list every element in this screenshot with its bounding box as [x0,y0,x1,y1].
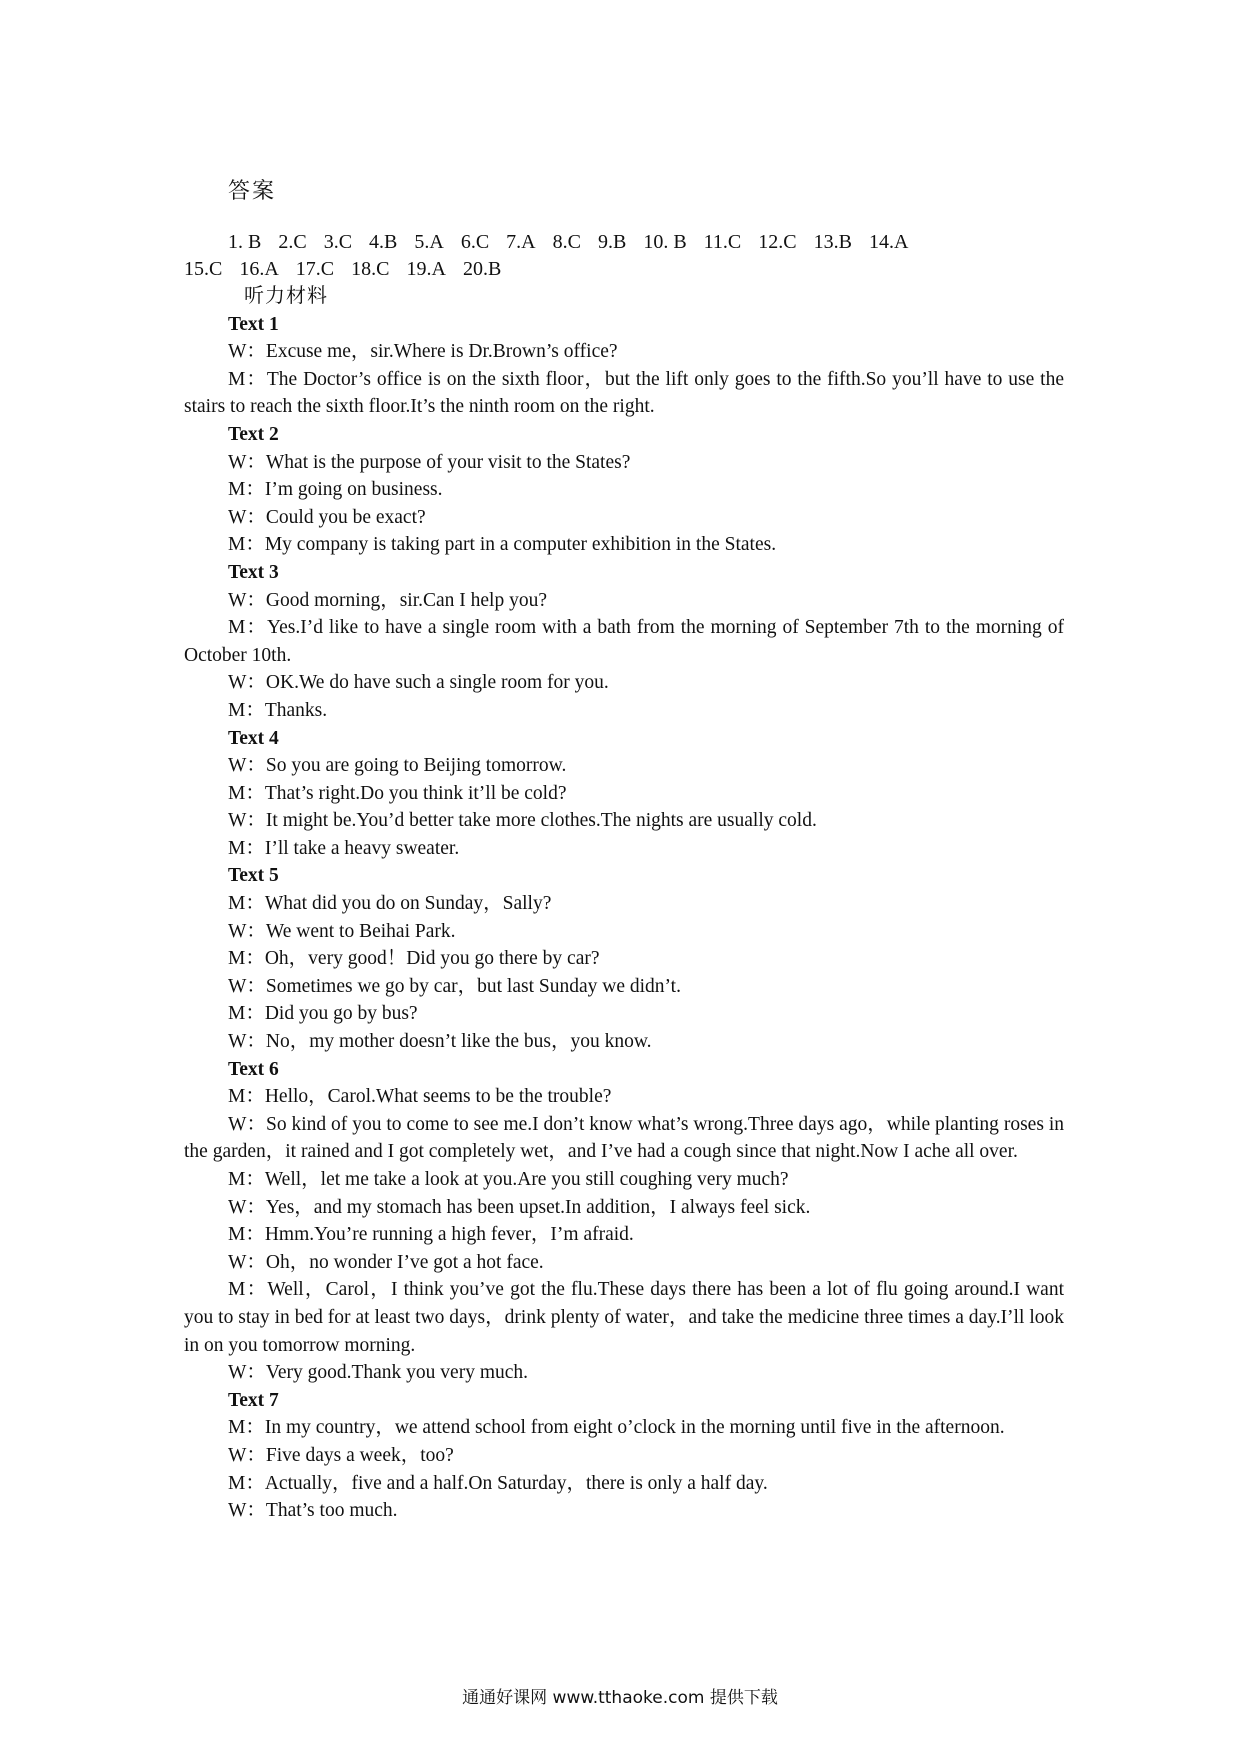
dialogue-line: W：We went to Beihai Park. [228,920,456,942]
text-4-title: Text 4 [228,727,279,749]
answer-item: 12.C [758,231,797,253]
text-1-title: Text 1 [228,313,279,335]
dialogue-line: W：Sometimes we go by car，but last Sunday we didn’t. [228,975,681,997]
dialogue-line: W：It might be.You’d better take more clothes.The nights are usually cold. [228,810,817,832]
answer-item: 5.A [414,231,444,253]
answer-item: 20.B [462,258,502,280]
dialogue-line: M：What did you do on Sunday，Sally? [228,893,552,915]
dialogue-line: W：OK.We do have such a single room for you. [228,672,609,694]
answer-item: 7.A [506,231,536,253]
dialogue-line: M：The Doctor’s office is on the sixth floor，but the lift only goes to the fifth.So you’ll have to use the stairs to reach the sixth floor.It’s the ninth room on the right. [184,368,1064,418]
dialogue-line: M：Oh，very good！Did you go there by car? [228,948,600,970]
dialogue-line: W：So you are going to Beijing tomorrow. [228,755,567,777]
text-5-title: Text 5 [228,865,279,887]
text-7-title: Text 7 [228,1389,279,1411]
answer-item: 4.B [369,231,398,253]
dialogue-line: W：So kind of you to come to see me.I don’t know what’s wrong.Three days ago，while planting roses in the garden，it rained and I got completely wet，and I’ve had a cough since that night.Now I ache all over. [184,1113,1064,1163]
page-footer: 通通好课网 www.tthaoke.com 提供下载 [462,1688,778,1708]
answer-item: 2.C [278,231,307,253]
dialogue-line: W：That’s too much. [228,1500,398,1522]
dialogue-line: W：Oh，no wonder I’ve got a hot face. [228,1251,544,1273]
answer-item: 15.C [184,258,223,280]
dialogue-line: M：That’s right.Do you think it’ll be cold? [228,782,567,804]
dialogue-line: M：Thanks. [228,699,328,721]
answer-item: 19.A [406,258,446,280]
dialogue-line: W：Excuse me，sir.Where is Dr.Brown’s office? [228,341,618,363]
dialogue-line: M：Well，let me take a look at you.Are you still coughing very much? [228,1169,789,1190]
answer-key [184,229,1064,283]
answer-key-row-2 [184,256,1064,283]
dialogue-line: W：No，my mother doesn’t like the bus，you know. [228,1031,652,1053]
dialogue-line: M：My company is taking part in a computer exhibition in the States. [228,534,777,556]
answer-item: 17.C [295,258,335,280]
dialogue-line: W：Good morning，sir.Can I help you? [228,589,547,611]
dialogue-line: M：Hmm.You’re running a high fever，I’m afraid. [228,1224,634,1246]
text-2-title: Text 2 [228,423,279,445]
dialogue-line: M：I’ll take a heavy sweater. [228,837,460,859]
dialogue-line: W：Very good.Thank you very much. [228,1362,529,1384]
answer-item: 13.B [813,231,852,253]
answer-item: 11.C [703,231,742,253]
dialogue-line: M：Yes.I’d like to have a single room with a bath from the morning of September 7th to the morning of October 10th. [184,617,1064,666]
dialogue-line: W：What is the purpose of your visit to the States? [228,451,631,473]
answer-item: 14.A [868,231,909,253]
listening-material-title: 听力材料 [244,285,328,307]
answer-item: 10. B [643,231,687,253]
dialogue-line: W：Five days a week，too? [228,1444,454,1466]
answer-item: 1. B [228,231,262,253]
dialogue-line: M：Actually，five and a half.On Saturday，there is only a half day. [228,1472,768,1494]
dialogue-line: M：Hello，Carol.What seems to be the trouble? [228,1086,612,1108]
answer-item: 3.C [323,231,353,253]
text-3-title: Text 3 [228,561,279,583]
dialogue-line: M：Well，Carol，I think you’ve got the flu.These days there has been a lot of flu going around.I want you to stay in bed for at least two days，drink plenty of water，and take the medicine three times a day.I’ll look in on you tomorrow morning. [184,1279,1064,1356]
answer-item: 16.A [239,258,279,280]
dialogue-line: M：I’m going on business. [228,479,443,501]
dialogue-line: M：Did you go by bus? [228,1003,418,1025]
answer-item: 8.C [552,231,581,253]
text-6-title: Text 6 [228,1058,279,1080]
dialogue-line: M：In my country，we attend school from eight o’clock in the morning until five in the afternoon. [228,1417,1005,1439]
listening-transcript [184,283,1064,1525]
answers-heading: 答案 [228,178,277,203]
answer-item: 18.C [351,258,390,280]
answer-item: 6.C [460,231,490,253]
answer-key-row-1 [184,229,1064,256]
dialogue-line: W：Could you be exact? [228,506,426,528]
dialogue-line: W：Yes，and my stomach has been upset.In addition，I always feel sick. [228,1196,811,1218]
answer-item: 9.B [597,231,627,253]
